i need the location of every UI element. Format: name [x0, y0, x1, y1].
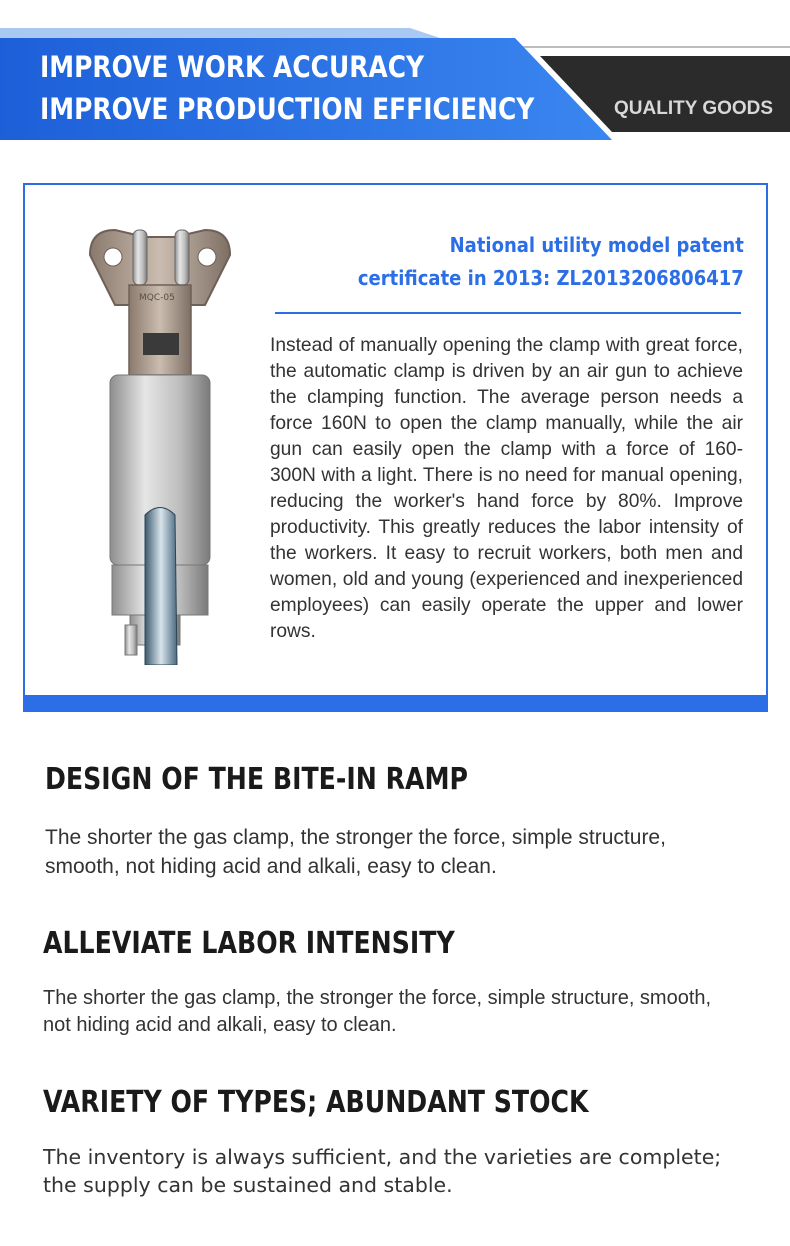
header-banner: [0, 0, 790, 145]
feature-title-bite-in-ramp: DESIGN OF THE BITE-IN RAMP: [45, 762, 469, 797]
patent-line-1: National utility model patent: [449, 233, 744, 257]
patent-notice: [358, 229, 744, 295]
quality-goods-tag: QUALITY GOODS: [614, 98, 774, 119]
patent-line-2: certificate in 2013: ZL2013206806417: [358, 266, 744, 290]
feature-title-variety-stock: VARIETY OF TYPES; ABUNDANT STOCK: [43, 1085, 589, 1120]
product-box: [23, 183, 768, 695]
tool-image: [85, 225, 235, 665]
product-box-footer-bar: [23, 695, 768, 712]
feature-text-bite-in-ramp: The shorter the gas clamp, the stronger the force, simple structure, smooth, not hiding acid and alkali, easy to clean.: [45, 826, 666, 878]
patent-divider: [275, 312, 741, 314]
banner-line-2: IMPROVE PRODUCTION EFFICIENCY: [40, 92, 535, 126]
banner-line-1: IMPROVE WORK ACCURACY: [40, 50, 425, 84]
feature-text-labor-intensity: The shorter the gas clamp, the stronger the force, simple structure, smooth, not hiding acid and alkali, easy to clean.: [43, 987, 712, 1036]
feature-text-variety-stock: The inventory is always sufficient, and the varieties are complete; the supply can be sustained and stable.: [43, 1145, 722, 1197]
model-marking: MQC-05: [139, 293, 175, 303]
product-description: Instead of manually opening the clamp with great force, the automatic clamp is driven by an air gun to achieve the clamping function. The average person needs a force 160N to open the clamp manually, while the air gun can easily open the clamp with a force of 160-300N with a light. There is no need for manual opening, reducing the worker's hand force by 80%. Improve productivity. This greatly reduces the labor intensity of the workers. It easy to recruit workers, both men and women, old and young (experienced and inexperienced employees) can easily operate the upper and lower rows.: [270, 335, 743, 642]
feature-title-labor-intensity: ALLEVIATE LABOR INTENSITY: [43, 926, 455, 961]
